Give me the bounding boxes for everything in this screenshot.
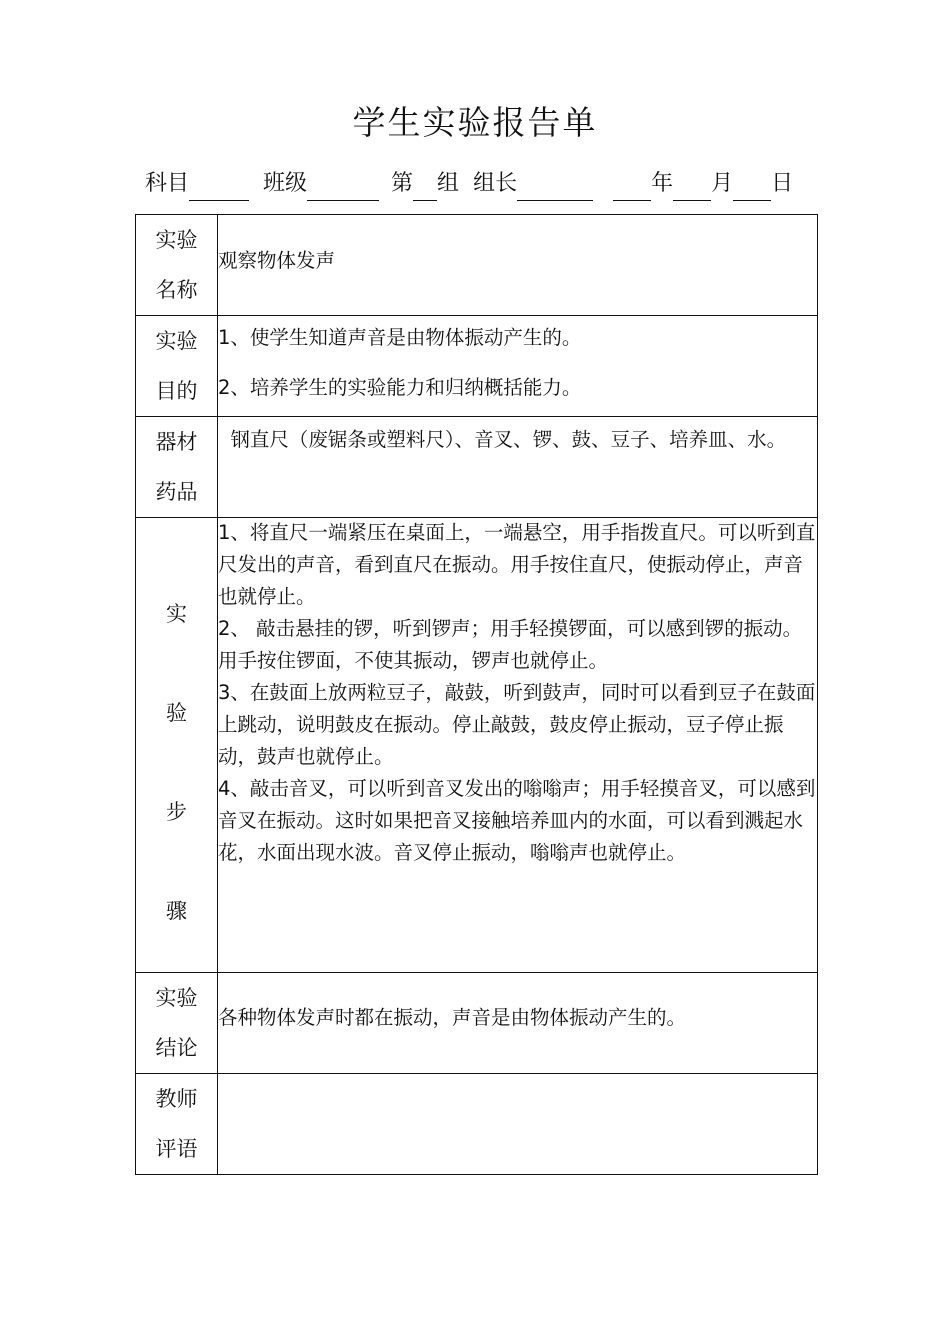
leader-label: 组长 (473, 171, 518, 196)
label-conclusion (136, 973, 218, 1074)
label-char: 实 (166, 602, 187, 626)
header-info-line (145, 167, 825, 203)
day-blank[interactable] (733, 172, 771, 201)
step-item: 3、在鼓面上放两粒豆子，敲鼓，听到鼓声，同时可以看到豆子在鼓面上跳动，说明鼓皮在振动。停止敲鼓，鼓皮停止振动，豆子停止振动，鼓声也就停止。 (218, 681, 816, 768)
content-steps[interactable] (218, 518, 818, 973)
equipment-text: 钢直尺（废锯条或塑料尺）、音叉、锣、鼓、豆子、培养皿、水。 (218, 428, 787, 451)
month-blank[interactable] (673, 172, 711, 201)
subject-label: 科目 (145, 171, 190, 196)
label-line: 目的 (155, 379, 198, 403)
label-line: 教师 (155, 1087, 198, 1111)
label-equipment (136, 417, 218, 518)
page-title: 学生实验报告单 (352, 103, 598, 142)
row-teacher-comment (136, 1074, 818, 1175)
group-blank[interactable] (413, 172, 437, 201)
content-conclusion[interactable] (218, 973, 818, 1074)
experiment-name-text: 观察物体发声 (218, 249, 336, 272)
row-experiment-name (136, 215, 818, 316)
label-char: 骤 (166, 899, 187, 923)
content-experiment-name[interactable] (218, 215, 818, 316)
label-char: 验 (166, 701, 187, 725)
label-char: 步 (166, 800, 187, 824)
content-equipment[interactable] (218, 417, 818, 518)
report-table (135, 214, 818, 1175)
step-item: 2、 敲击悬挂的锣，听到锣声；用手轻摸锣面，可以感到锣的振动。用手按住锣面，不使其振动，锣声也就停止。 (218, 617, 803, 672)
class-blank[interactable] (307, 172, 379, 201)
content-teacher-comment[interactable] (218, 1074, 818, 1175)
purpose-item: 1、使学生知道声音是由物体振动产生的。 (218, 326, 582, 349)
label-line: 结论 (155, 1036, 198, 1060)
day-label: 日 (771, 171, 794, 196)
label-experiment-name (136, 215, 218, 316)
row-conclusion (136, 973, 818, 1074)
year-label: 年 (651, 171, 674, 196)
label-line: 名称 (155, 278, 198, 302)
month-label: 月 (711, 171, 734, 196)
purpose-item: 2、培养学生的实验能力和归纳概括能力。 (218, 376, 582, 399)
leader-blank[interactable] (517, 172, 593, 201)
row-steps (136, 518, 818, 973)
label-experiment-purpose (136, 316, 218, 417)
group-prefix: 第 (391, 171, 414, 196)
class-label: 班级 (263, 171, 308, 196)
label-line: 器材 (155, 430, 198, 454)
group-suffix: 组 (437, 171, 460, 196)
row-equipment (136, 417, 818, 518)
label-steps (136, 518, 218, 973)
label-line: 药品 (155, 480, 198, 504)
content-experiment-purpose[interactable] (218, 316, 818, 417)
step-item: 1、将直尺一端紧压在桌面上，一端悬空，用手指拨直尺。可以听到直尺发出的声音，看到直尺在振动。用手按住直尺，使振动停止，声音也就停止。 (218, 521, 816, 608)
label-line: 实验 (155, 986, 198, 1010)
year-blank[interactable] (613, 172, 651, 201)
row-experiment-purpose (136, 316, 818, 417)
label-line: 实验 (155, 228, 198, 252)
conclusion-text: 各种物体发声时都在振动，声音是由物体振动产生的。 (218, 1006, 687, 1029)
step-item: 4、敲击音叉，可以听到音叉发出的嗡嗡声；用手轻摸音叉，可以感到音叉在振动。这时如果把音叉接触培养皿内的水面，可以看到溅起水花，水面出现水波。音叉停止振动，嗡嗡声也就停止。 (218, 777, 816, 864)
label-line: 实验 (155, 329, 198, 353)
subject-blank[interactable] (189, 172, 249, 201)
label-line: 评语 (155, 1137, 198, 1161)
label-teacher-comment (136, 1074, 218, 1175)
